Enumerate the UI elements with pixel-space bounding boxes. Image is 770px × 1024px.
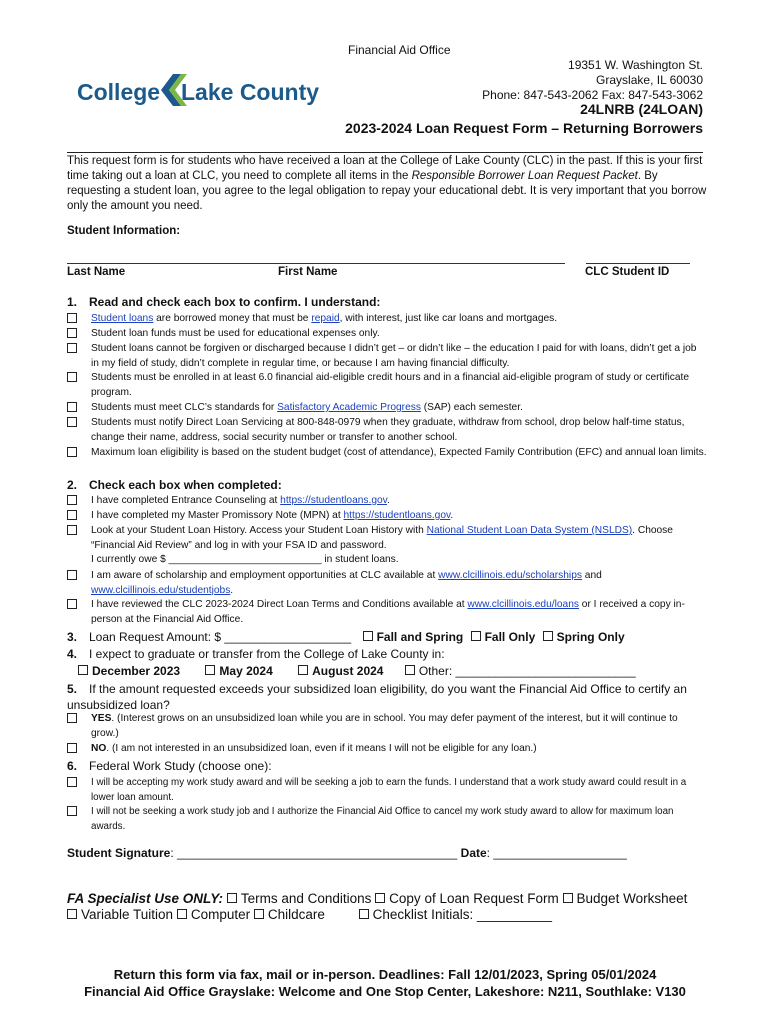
checkbox[interactable]: [67, 328, 77, 338]
checkbox[interactable]: [67, 447, 77, 457]
footer-line1: Return this form via fax, mail or in-person. Deadlines: Fall 12/01/2023, Spring 05/01/2024: [113, 967, 657, 982]
name-line[interactable]: [67, 263, 565, 264]
checkbox[interactable]: [67, 343, 77, 353]
checkbox[interactable]: [67, 525, 77, 535]
s1-item-3: Student loans cannot be forgiven or discharged because I didn’t get – or didn’t like – the education I paid for with loans, didn’t get a job in my field of study, didn’t complete in regular time, or because I am having financial difficulty.: [67, 342, 707, 371]
s5-no: NO. (I am not interested in an unsubsidized loan, even if it means I will not be eligible for any loan.): [67, 742, 707, 757]
yes-checkbox[interactable]: [67, 713, 77, 723]
s2-item-3: Look at your Student Loan History. Access your Student Loan History with National Student Loan Data System (NSLDS). Choose “Financial Aid Review” and log in with your FSA ID and password. I currently owe $ ___________________________ in student loans.: [67, 524, 707, 568]
office-address: [482, 58, 703, 103]
mpn-link[interactable]: https://studentloans.gov: [343, 510, 451, 521]
studentjobs-link[interactable]: www.clcillinois.edu/studentjobs: [91, 584, 231, 596]
checkbox[interactable]: [67, 402, 77, 412]
student-id-label: CLC Student ID: [585, 266, 670, 278]
nslds-link[interactable]: National Student Loan Data System (NSLDS): [426, 525, 633, 536]
date-field[interactable]: : ____________________: [486, 846, 627, 860]
variable-tuition-checkbox[interactable]: [67, 909, 77, 919]
s1-item-6: Students must notify Direct Loan Servicing at 800-848-0979 when they graduate, withdraw from school, drop below half-time status, change their name, address, social security number or transfer to another school.: [67, 416, 707, 445]
repaid-link[interactable]: repaid: [311, 313, 340, 324]
s1-item-5: Students must meet CLC’s standards for Satisfactory Academic Progress (SAP) each semester.: [67, 401, 707, 416]
loan-amount-field[interactable]: Loan Request Amount: $ ___________________: [89, 630, 352, 644]
section4-graduate: 4. I expect to graduate or transfer from the College of Lake County in:: [67, 647, 445, 661]
spring-only-checkbox[interactable]: [543, 631, 553, 641]
section2-heading: 2. Check each box when completed:: [67, 478, 282, 492]
office-name: Financial Aid Office: [348, 43, 451, 57]
s6-opt2: I will not be seeking a work study job and I authorize the Financial Aid Office to cancel my work study award to allow for maximum loan awards.: [67, 805, 707, 834]
fall-only-checkbox[interactable]: [471, 631, 481, 641]
budget-checkbox[interactable]: [563, 893, 573, 903]
s1-item-4: Students must be enrolled in at least 6.0 financial aid-eligible credit hours and in a financial aid-eligible program of study or certificate program.: [67, 371, 707, 400]
checklist-checkbox[interactable]: [359, 909, 369, 919]
intro-paragraph: [67, 154, 707, 214]
s2-item-4: I am aware of scholarship and employment opportunities at CLC available at www.clcillinois.edu/scholarships and www.clcillinois.edu/studentjobs.: [67, 569, 707, 598]
address-line2: Grayslake, IL 60030: [596, 73, 703, 87]
intro-italic: Responsible Borrower Loan Request Packet: [411, 170, 638, 182]
other-checkbox[interactable]: [405, 665, 415, 675]
checkbox[interactable]: [67, 495, 77, 505]
intro-text-2: . By requesting a student loan, you agree to the legal obligation to repay your educational debt. It is very important that you borrow only the amount you need.: [67, 170, 707, 212]
s1-item-7: Maximum loan eligibility is based on the student budget (cost of attendance), Expected Family Contribution (EFC) and annual loan limits.: [67, 446, 707, 461]
s1-item-1: Student loans are borrowed money that must be repaid, with interest, just like car loans and mortgages.: [67, 312, 707, 327]
checkbox[interactable]: [67, 417, 77, 427]
intro-text-1: This request form is for students who have received a loan at the College of Lake County (CLC) in the past. If this is your first time taking out a loan at CLC, you need to complete all items in the: [67, 155, 703, 182]
form-title: 2023-2024 Loan Request Form – Returning Borrowers: [345, 120, 703, 136]
sap-link[interactable]: Satisfactory Academic Progress: [277, 402, 421, 413]
initials-field[interactable]: : __________: [469, 907, 553, 922]
signature-row: Student Signature: __________________________________________ Date: ____________________: [67, 846, 627, 860]
s1-item-2: Student loan funds must be used for educational expenses only.: [67, 327, 707, 342]
section6-fws: 6. Federal Work Study (choose one):: [67, 759, 272, 773]
accept-fws-checkbox[interactable]: [67, 777, 77, 787]
signature-field[interactable]: : __________________________________________: [170, 846, 458, 860]
last-name-label: Last Name: [67, 266, 126, 278]
checkbox[interactable]: [67, 372, 77, 382]
logo-text-left: College: [77, 79, 161, 105]
section1-heading: 1. Read and check each box to confirm. I understand:: [67, 295, 381, 309]
checkbox[interactable]: [67, 313, 77, 323]
footer-line2: Financial Aid Office Grayslake: Welcome and One Stop Center, Lakeshore: N211, Southlake: V130: [84, 984, 686, 999]
college-logo: [77, 70, 320, 110]
fall-spring-checkbox[interactable]: [363, 631, 373, 641]
student-id-line[interactable]: [586, 263, 690, 264]
other-field[interactable]: Other: ___________________________: [418, 664, 636, 678]
dec-2023-checkbox[interactable]: [78, 665, 88, 675]
copy-form-checkbox[interactable]: [375, 893, 385, 903]
address-line1: 19351 W. Washington St.: [568, 58, 703, 72]
no-checkbox[interactable]: [67, 743, 77, 753]
childcare-checkbox[interactable]: [254, 909, 264, 919]
header-divider: [67, 152, 703, 153]
phone-fax: Phone: 847-543-2062 Fax: 847-543-3062: [482, 88, 703, 102]
aug-2024-checkbox[interactable]: [298, 665, 308, 675]
checkbox[interactable]: [67, 570, 77, 580]
student-loans-link[interactable]: Student loans: [91, 313, 154, 324]
may-2024-checkbox[interactable]: [205, 665, 215, 675]
logo-text-right: Lake County: [181, 79, 320, 105]
checkbox[interactable]: [67, 510, 77, 520]
first-name-label: First Name: [278, 266, 338, 278]
loan-owe-field[interactable]: I currently owe $ ___________________________ in student loans.: [91, 554, 399, 565]
s5-yes: YES. (Interest grows on an unsubsidized loan while you are in school. You may defer payment of the interest, but it will continue to grow.): [67, 712, 707, 741]
s2-item-2: I have completed my Master Promissory Note (MPN) at https://studentloans.gov.: [67, 509, 707, 524]
studentloans-link[interactable]: https://studentloans.gov: [280, 495, 388, 506]
section4-options: December 2023 May 2024 August 2024 Other: ___________________________: [78, 664, 636, 678]
checkbox[interactable]: [67, 599, 77, 609]
fa-specialist-section: FA Specialist Use ONLY: Terms and Conditions Copy of Loan Request Form Budget Worksheet Variable Tuition Computer Childcare Checklist Initials: __________: [67, 891, 688, 922]
form-code: 24LNRB (24LOAN): [580, 101, 703, 117]
loans-link[interactable]: www.clcillinois.edu/loans: [467, 599, 579, 610]
terms-checkbox[interactable]: [227, 893, 237, 903]
s2-item-1: I have completed Entrance Counseling at https://studentloans.gov.: [67, 494, 707, 509]
s6-opt1: I will be accepting my work study award and will be seeking a job to earn the funds. I understand that a work study award could result in a lower loan amount.: [67, 776, 707, 805]
section3-loan-amount: 3. Loan Request Amount: $ ___________________ Fall and Spring Fall Only Spring Only: [67, 630, 625, 644]
computer-checkbox[interactable]: [177, 909, 187, 919]
scholarships-link[interactable]: www.clcillinois.edu/scholarships: [438, 570, 582, 581]
s2-item-5: I have reviewed the CLC 2023-2024 Direct Loan Terms and Conditions available at www.clcillinois.edu/loans or I received a copy in-person at the Financial Aid Office.: [67, 598, 707, 627]
decline-fws-checkbox[interactable]: [67, 806, 77, 816]
section5-unsub: 5. If the amount requested exceeds your subsidized loan eligibility, do you want the Financial Aid Office to certify an unsubsidized loan?: [67, 682, 687, 712]
student-info-heading: Student Information:: [67, 225, 181, 237]
